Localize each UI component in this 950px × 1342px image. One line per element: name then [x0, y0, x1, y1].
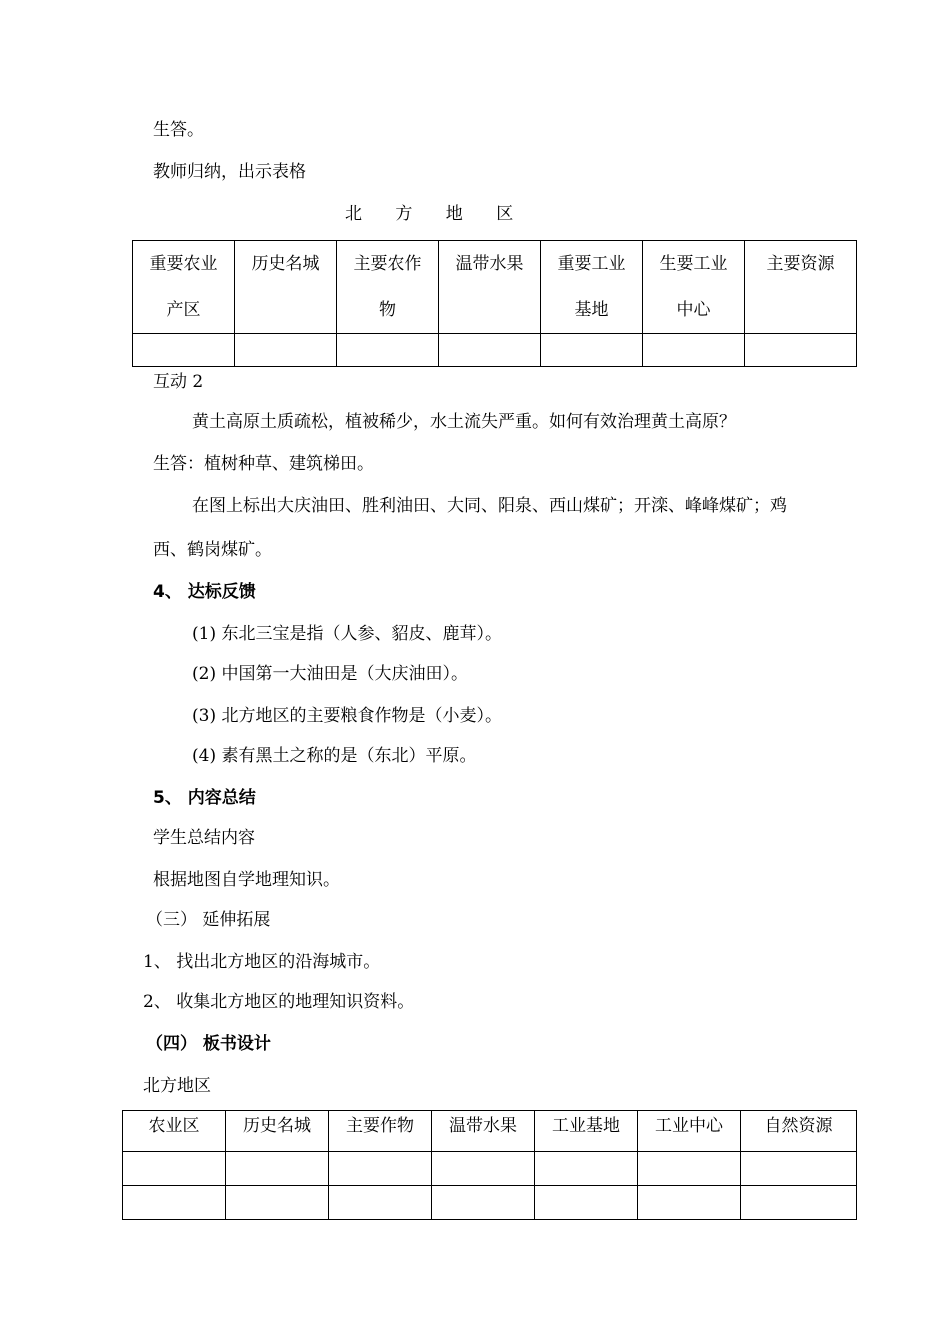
teacher-summary-line: 教师归纳，出示表格	[153, 162, 306, 182]
table-header-cell: 历史名城	[235, 241, 337, 334]
answer-line: 生答。	[153, 120, 204, 140]
feedback-question-4: (4) 素有黑土之称的是（东北）平原。	[192, 746, 477, 766]
table-header-cell: 工业中心	[638, 1111, 741, 1152]
question-text: 黄土高原土质疏松，植被稀少，水土流失严重。如何有效治理黄土高原？	[192, 412, 736, 432]
summary-line-2: 根据地图自学地理知识。	[153, 870, 340, 890]
map-task-line-1: 在图上标出大庆油田、胜利油田、大同、阳泉、西山煤矿；开滦、峰峰煤矿；鸡	[192, 496, 787, 516]
table-header-cell: 生要工业 中心	[643, 241, 745, 334]
table-row	[123, 1152, 857, 1186]
table-cell	[535, 1186, 638, 1220]
table-header-cell: 重要工业 基地	[541, 241, 643, 334]
summary-line-1: 学生总结内容	[153, 828, 255, 848]
table-header-cell: 历史名城	[226, 1111, 329, 1152]
table-cell	[432, 1186, 535, 1220]
map-task-line-2: 西、鹤岗煤矿。	[153, 540, 272, 560]
table-cell	[741, 1152, 857, 1186]
feedback-question-3: (3) 北方地区的主要粮食作物是（小麦）。	[192, 706, 502, 726]
table-header-cell: 工业基地	[535, 1111, 638, 1152]
table-header-row	[133, 241, 857, 334]
table-cell	[741, 1186, 857, 1220]
table-header-cell: 农业区	[123, 1111, 226, 1152]
table-header-cell: 重要农业 产区	[133, 241, 235, 334]
table-header-cell: 主要资源	[745, 241, 857, 334]
table-cell	[638, 1186, 741, 1220]
table-row	[133, 334, 857, 367]
board-design-table	[122, 1110, 857, 1220]
table-cell	[745, 334, 857, 367]
table-header-cell: 主要农作 物	[337, 241, 439, 334]
section-heading-feedback: 4、 达标反馈	[153, 582, 256, 602]
table-cell	[133, 334, 235, 367]
student-answer: 生答：植树种草、建筑梯田。	[153, 454, 374, 474]
table-cell	[432, 1152, 535, 1186]
table-cell	[337, 334, 439, 367]
section-heading-board-design: （四） 板书设计	[146, 1034, 271, 1054]
table-cell	[541, 334, 643, 367]
table-header-cell: 温带水果	[432, 1111, 535, 1152]
table-row	[123, 1186, 857, 1220]
section-heading-extension: （三） 延伸拓展	[146, 910, 271, 930]
table-cell	[329, 1152, 432, 1186]
table-cell	[329, 1186, 432, 1220]
table-header-cell: 温带水果	[439, 241, 541, 334]
table1-title: 北 方 地 区	[345, 204, 528, 224]
table-cell	[439, 334, 541, 367]
extension-item-1: 1、 找出北方地区的沿海城市。	[143, 952, 381, 972]
table-cell	[226, 1186, 329, 1220]
board-title: 北方地区	[143, 1076, 211, 1096]
table-header-cell: 自然资源	[741, 1111, 857, 1152]
table-cell	[535, 1152, 638, 1186]
table-header-row	[123, 1111, 857, 1152]
table-cell	[123, 1152, 226, 1186]
interaction-label: 互动 2	[153, 372, 204, 392]
table-cell	[123, 1186, 226, 1220]
section-heading-summary: 5、 内容总结	[153, 788, 256, 808]
extension-item-2: 2、 收集北方地区的地理知识资料。	[143, 992, 415, 1012]
table-cell	[235, 334, 337, 367]
table-cell	[226, 1152, 329, 1186]
table-cell	[643, 334, 745, 367]
table-cell	[638, 1152, 741, 1186]
feedback-question-2: (2) 中国第一大油田是（大庆油田）。	[192, 664, 468, 684]
table-header-cell: 主要作物	[329, 1111, 432, 1152]
feedback-question-1: (1) 东北三宝是指（人参、貂皮、鹿茸）。	[192, 624, 502, 644]
north-region-table	[132, 240, 857, 367]
